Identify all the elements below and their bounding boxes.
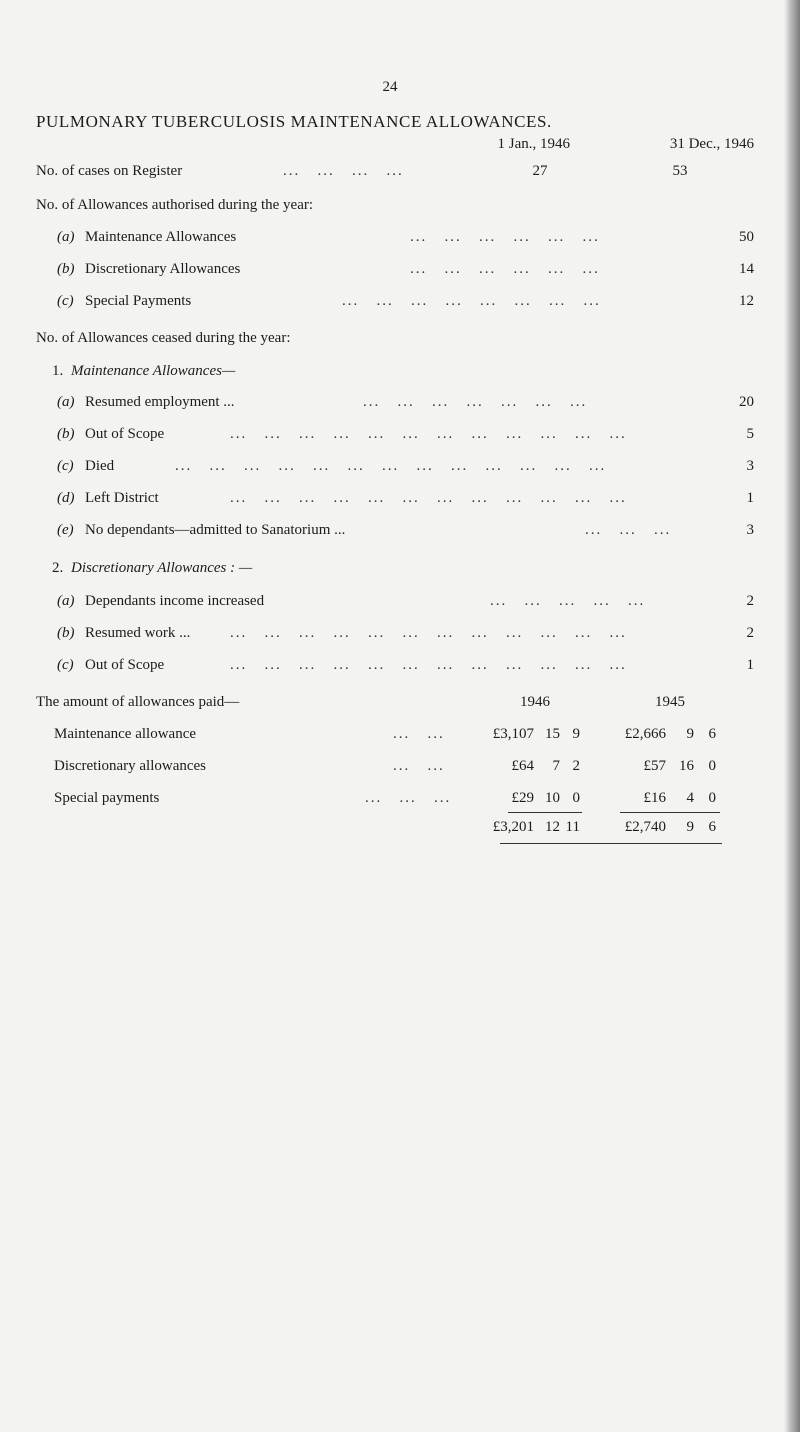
authorised-item-label: Maintenance Allowances <box>85 229 237 245</box>
item-letter: (b) <box>57 625 75 641</box>
item-letter: (c) <box>57 293 74 309</box>
amount-pence: 2 <box>572 758 580 774</box>
group-number: 2. <box>52 560 64 576</box>
leader-dots: ... ... ... ... ... ... ... <box>363 394 588 410</box>
ceased-item-value: 5 <box>746 426 754 442</box>
amount-pence: 0 <box>708 790 716 806</box>
leader-dots: ... ... ... <box>585 522 672 538</box>
item-letter: (e) <box>57 522 74 538</box>
ceased-item-value: 1 <box>746 490 754 506</box>
ceased-item-value: 2 <box>746 625 754 641</box>
amount-shillings: 7 <box>552 758 560 774</box>
total-pence: 11 <box>565 819 580 835</box>
authorised-item-value: 12 <box>739 293 754 309</box>
page-number: 24 <box>382 79 398 95</box>
leader-dots: ... ... ... ... ... ... ... ... ... ... ... ... <box>230 490 627 506</box>
authorised-heading: No. of Allowances authorised during the year: <box>36 197 314 213</box>
leader-dots: ... ... ... ... <box>283 163 404 179</box>
ceased-item-label: No dependants—admitted to Sanatorium ... <box>85 522 346 538</box>
page-title: PULMONARY TUBERCULOSIS MAINTENANCE ALLOWANCES. <box>36 112 552 131</box>
group-title: Maintenance Allowances— <box>71 363 236 379</box>
ceased-item-value: 20 <box>739 394 754 410</box>
leader-dots: ... ... ... ... ... ... ... ... ... ... ... ... <box>230 625 627 641</box>
ceased-item-label: Resumed employment ... <box>85 394 235 410</box>
authorised-item-value: 14 <box>739 261 754 277</box>
ceased-item-value: 2 <box>746 593 754 609</box>
ceased-item-label: Resumed work ... <box>85 625 191 641</box>
amount-shillings: 10 <box>545 790 560 806</box>
subtotal-rule-1945 <box>620 812 720 813</box>
ceased-item-label: Dependants income increased <box>85 593 265 609</box>
ceased-item-label: Left District <box>85 490 159 506</box>
amount-pounds: £57 <box>643 758 666 774</box>
amount-pounds: £2,666 <box>624 726 666 742</box>
leader-dots: ... ... <box>393 726 445 742</box>
register-value-1jan: 27 <box>532 163 548 179</box>
leader-dots: ... ... ... ... ... ... <box>410 261 600 277</box>
amount-pounds: £64 <box>511 758 534 774</box>
subtotal-rule-1946 <box>508 812 582 813</box>
authorised-item-value: 50 <box>739 229 754 245</box>
item-letter: (a) <box>57 394 75 410</box>
ceased-item-value: 3 <box>746 458 754 474</box>
item-letter: (b) <box>57 261 75 277</box>
register-col2-header: 31 Dec., 1946 <box>669 136 754 152</box>
group-title: Discretionary Allowances : — <box>71 560 253 576</box>
total-pounds: £2,740 <box>624 819 666 835</box>
page-edge-shadow <box>784 0 800 1432</box>
leader-dots: ... ... ... ... ... ... <box>410 229 600 245</box>
amount-pence: 0 <box>708 758 716 774</box>
amount-shillings: 16 <box>679 758 694 774</box>
register-label: No. of cases on Register <box>36 163 183 179</box>
amount-pounds: £29 <box>511 790 534 806</box>
item-letter: (d) <box>57 490 75 506</box>
leader-dots: ... ... ... ... ... <box>490 593 646 609</box>
leader-dots: ... ... ... ... ... ... ... ... ... ... ... ... <box>230 657 627 673</box>
item-letter: (a) <box>57 593 75 609</box>
authorised-item-label: Discretionary Allowances <box>85 261 241 277</box>
leader-dots: ... ... <box>393 758 445 774</box>
leader-dots: ... ... ... ... ... ... ... ... ... ... ... ... <box>230 426 627 442</box>
amount-shillings: 15 <box>545 726 560 742</box>
ceased-item-value: 1 <box>746 657 754 673</box>
leader-dots: ... ... ... <box>365 790 452 806</box>
group-number: 1. <box>52 363 64 379</box>
leader-dots: ... ... ... ... ... ... ... ... ... ... ... ... ... <box>175 458 607 474</box>
ceased-item-label: Out of Scope <box>85 657 165 673</box>
ceased-item-label: Died <box>85 458 115 474</box>
amount-shillings: 9 <box>686 726 694 742</box>
amount-pence: 0 <box>572 790 580 806</box>
amounts-row-label: Special payments <box>54 790 160 806</box>
amount-pounds: £16 <box>643 790 666 806</box>
register-value-31dec: 53 <box>672 163 688 179</box>
total-shillings: 12 <box>545 819 560 835</box>
item-letter: (b) <box>57 426 75 442</box>
amounts-row-label: Maintenance allowance <box>54 726 197 742</box>
item-letter: (c) <box>57 458 74 474</box>
total-pounds: £3,201 <box>492 819 534 835</box>
total-pence: 6 <box>708 819 716 835</box>
total-rule <box>500 843 722 844</box>
authorised-item-label: Special Payments <box>85 293 192 309</box>
amount-shillings: 4 <box>686 790 694 806</box>
amounts-heading: The amount of allowances paid— <box>36 694 240 710</box>
amounts-row-label: Discretionary allowances <box>54 758 207 774</box>
amount-pounds: £3,107 <box>492 726 534 742</box>
total-shillings: 9 <box>686 819 694 835</box>
ceased-item-value: 3 <box>746 522 754 538</box>
item-letter: (a) <box>57 229 75 245</box>
amounts-col2-header: 1945 <box>655 694 685 710</box>
amount-pence: 9 <box>572 726 580 742</box>
amounts-col1-header: 1946 <box>520 694 550 710</box>
amount-pence: 6 <box>708 726 716 742</box>
item-letter: (c) <box>57 657 74 673</box>
register-col1-header: 1 Jan., 1946 <box>497 136 570 152</box>
ceased-heading: No. of Allowances ceased during the year: <box>36 330 291 346</box>
leader-dots: ... ... ... ... ... ... ... ... <box>342 293 601 309</box>
ceased-item-label: Out of Scope <box>85 426 165 442</box>
